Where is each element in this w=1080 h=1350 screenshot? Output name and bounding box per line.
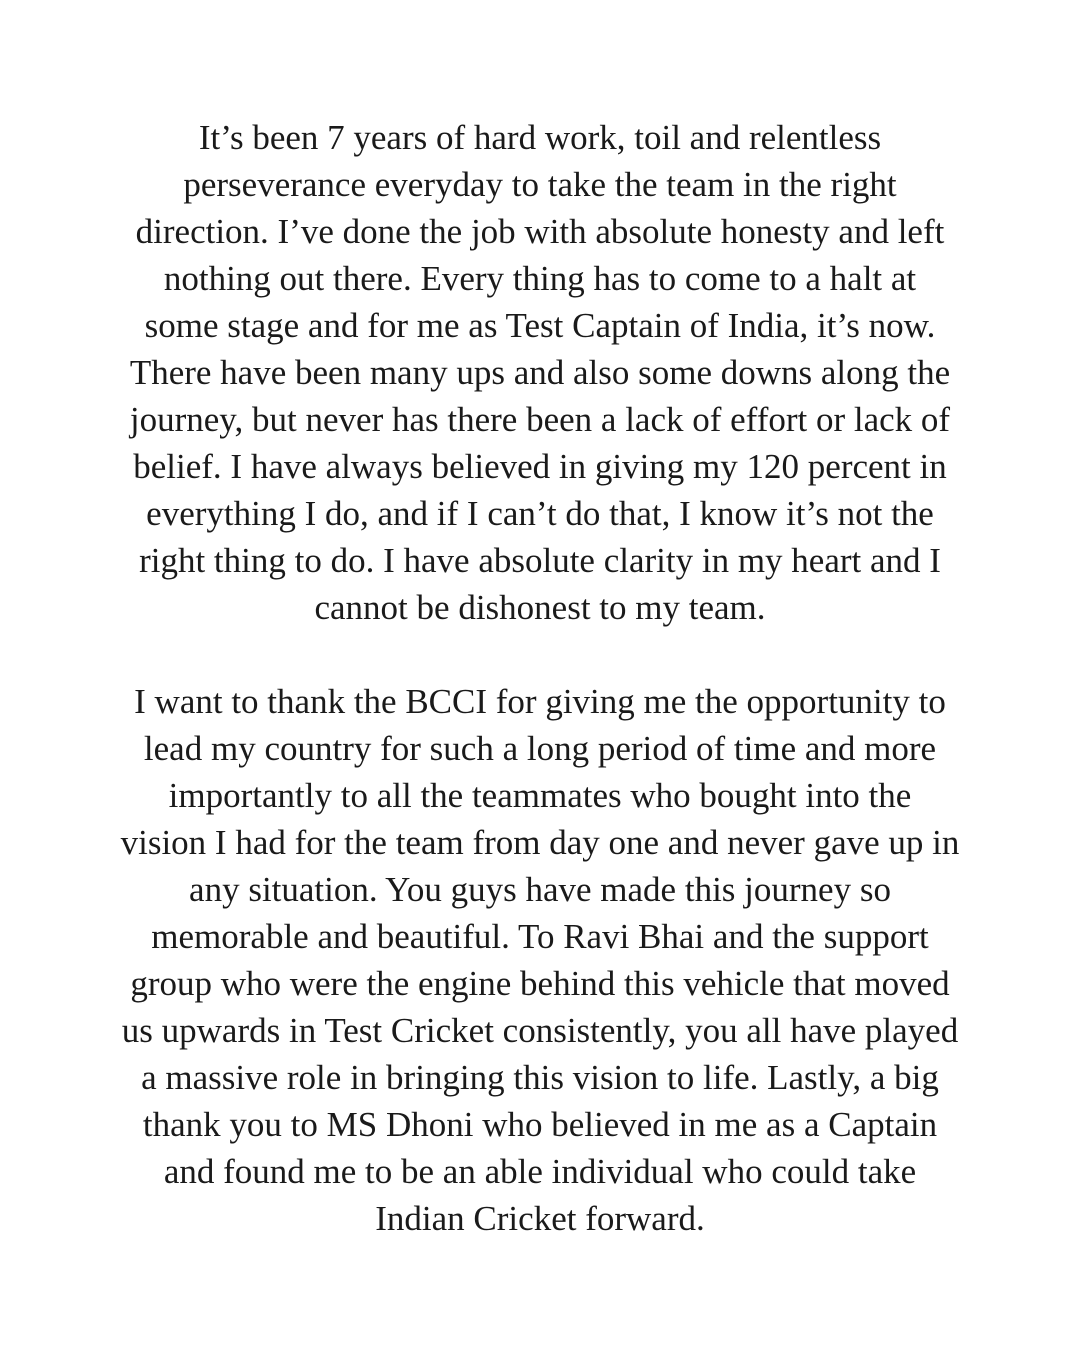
paragraph-line: right thing to do. I have absolute clarity in my heart and I [139,541,941,580]
paragraph-line: perseverance everyday to take the team in the right [183,165,897,204]
paragraph-line: everything I do, and if I can’t do that, I know it’s not the [146,494,934,533]
paragraph-line: us upwards in Test Cricket consistently, you all have played [121,1011,959,1050]
paragraph-line: direction. I’ve done the job with absolute honesty and left [135,212,945,251]
paragraph-gap [40,631,1040,678]
paragraph-line: memorable and beautiful. To Ravi Bhai and the support [151,917,929,956]
statement-text [40,114,1040,1242]
paragraph-line: lead my country for such a long period of time and more [143,729,937,768]
paragraph-line: group who were the engine behind this vehicle that moved [130,964,950,1003]
paragraph-line: I want to thank the BCCI for giving me the opportunity to [134,682,946,721]
paragraph-line: some stage and for me as Test Captain of India, it’s now. [144,306,936,345]
paragraph-line: journey, but never has there been a lack of effort or lack of [129,400,951,439]
paragraph-line: It’s been 7 years of hard work, toil and relentless [198,118,882,157]
paragraph-line: any situation. You guys have made this journey so [189,870,891,909]
paragraph-line: importantly to all the teammates who bought into the [168,776,912,815]
paragraph-line: cannot be dishonest to my team. [314,588,766,627]
paragraph-1 [40,114,1040,631]
paragraph-line: Indian Cricket forward. [375,1199,705,1238]
paragraph-line: a massive role in bringing this vision to life. Lastly, a big [141,1058,939,1097]
paragraph-line: belief. I have always believed in giving my 120 percent in [133,447,947,486]
paragraph-line: nothing out there. Every thing has to come to a halt at [163,259,917,298]
paragraph-line: thank you to MS Dhoni who believed in me as a Captain [142,1105,938,1144]
paragraph-2 [40,678,1040,1242]
paragraph-line: and found me to be an able individual who could take [163,1152,917,1191]
paragraph-line: There have been many ups and also some downs along the [129,353,951,392]
paragraph-line: vision I had for the team from day one and never gave up in [120,823,960,862]
